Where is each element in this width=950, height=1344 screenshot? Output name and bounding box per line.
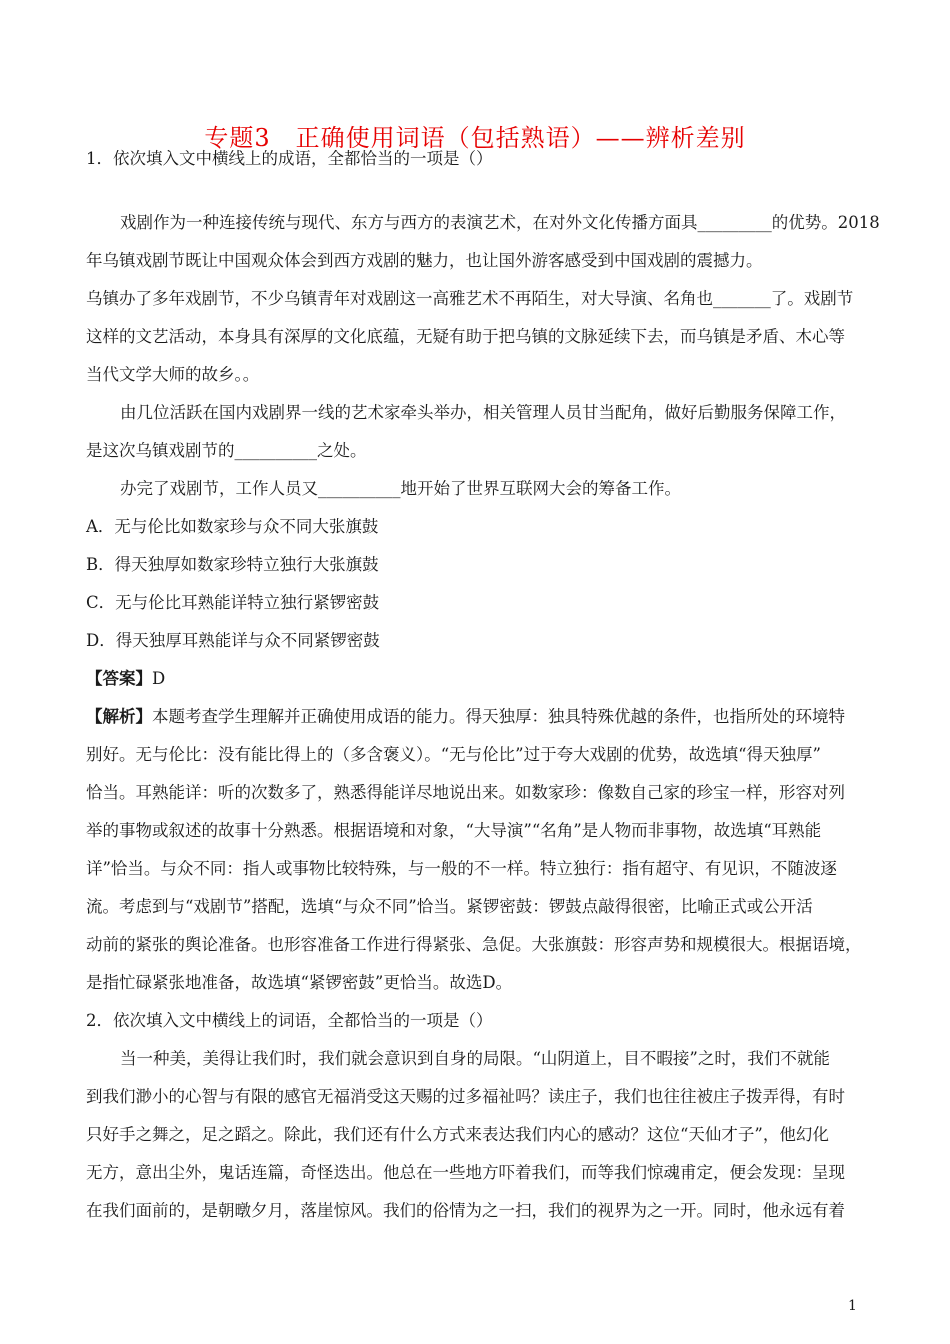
option-b: B．得天独厚如数家珍特立独行大张旗鼓 <box>86 555 379 574</box>
analysis-line: 动前的紧张的舆论准备。也形容准备工作进行得紧张、急促。大张旗鼓：形容声势和规模很大。根据语境， <box>86 935 862 954</box>
q1-passage-line: 由几位活跃在国内戏剧界一线的艺术家牵头举办，相关管理人员甘当配角，做好后勤服务保障工作， <box>120 403 846 422</box>
q1-passage-line: 办完了戏剧节，工作人员又__________地开始了世界互联网大会的筹备工作。 <box>120 479 681 498</box>
analysis-line: 恰当。耳熟能详：听的次数多了，熟悉得能详尽地说出来。如数家珍：像数自己家的珍宝一样，形容对列 <box>86 783 845 802</box>
answer-tag: 【答案】 <box>86 669 152 688</box>
page-number: 1 <box>848 1298 857 1314</box>
q1-passage-line: 这样的文艺活动，本身具有深厚的文化底蕴，无疑有助于把乌镇的文脉延续下去，而乌镇是矛盾、木心等 <box>86 327 845 346</box>
q2-passage-line: 在我们面前的，是朝暾夕月，落崖惊风。我们的俗情为之一扫，我们的视界为之一开。同时，他永远有着 <box>86 1201 845 1220</box>
analysis-text: 本题考查学生理解并正确使用成语的能力。得天独厚：独具特殊优越的条件，也指所处的环境特 <box>152 707 845 726</box>
answer-value: D <box>152 669 166 688</box>
q1-passage-line: 乌镇办了多年戏剧节，不少乌镇青年对戏剧这一高雅艺术不再陌生，对大导演、名角也_______了。戏剧节 <box>86 289 854 308</box>
q1-passage-line: 当代文学大师的故乡。。 <box>86 365 260 384</box>
q2-passage-line: 当一种美，美得让我们时，我们就会意识到自身的局限。“山阴道上，目不暇接”之时，我们不就能 <box>120 1049 830 1068</box>
analysis-line: 详”恰当。与众不同：指人或事物比较特殊，与一般的不一样。特立独行：指有超守、有见识，不随波逐 <box>86 859 837 878</box>
analysis-line: 别好。无与伦比：没有能比得上的（多含褒义）。“无与伦比”过于夸大戏剧的优势，故选填“得天独厚” <box>86 745 821 764</box>
option-c: C．无与伦比耳熟能详特立独行紧锣密鼓 <box>86 593 380 612</box>
q2-passage-line: 到我们渺小的心智与有限的感官无福消受这天赐的过多福祉吗？读庄子，我们也往往被庄子拨弄得，有时 <box>86 1087 845 1106</box>
q1-passage-line: 戏剧作为一种连接传统与现代、东方与西方的表演艺术，在对外文化传播方面具_________的优势。2018 <box>120 213 880 232</box>
q2-passage-line: 只好手之舞之，足之蹈之。除此，我们还有什么方式来表达我们内心的感动？这位“天仙才子”，他幻化 <box>86 1125 829 1144</box>
analysis-line <box>86 706 845 728</box>
option-d: D．得天独厚耳熟能详与众不同紧锣密鼓 <box>86 631 380 650</box>
analysis-line: 是指忙碌紧张地准备，故选填“紧锣密鼓”更恰当。故选D。 <box>86 973 513 992</box>
q2-passage-line: 无方，意出尘外，鬼话连篇，奇怪迭出。他总在一些地方吓着我们，而等我们惊魂甫定，便会发现：呈现 <box>86 1163 845 1182</box>
answer-line <box>86 668 165 690</box>
question-2-stem: 2．依次填入文中横线上的词语，全都恰当的一项是（） <box>86 1011 493 1030</box>
q1-passage-line: 年乌镇戏剧节既让中国观众体会到西方戏剧的魅力，也让国外游客感受到中国戏剧的震撼力。 <box>86 251 763 270</box>
analysis-tag: 【解析】 <box>86 707 152 726</box>
option-a: A．无与伦比如数家珍与众不同大张旗鼓 <box>86 517 379 536</box>
analysis-line: 举的事物或叙述的故事十分熟悉。根据语境和对象，“大导演”“名角”是人物而非事物，故选填“耳熟能 <box>86 821 822 840</box>
question-1-stem: 1．依次填入文中横线上的成语，全都恰当的一项是（） <box>86 149 493 168</box>
q1-passage-line: 是这次乌镇戏剧节的__________之处。 <box>86 441 367 460</box>
analysis-line: 流。考虑到与“戏剧节”搭配，选填“与众不同”恰当。紧锣密鼓：锣鼓点敲得很密，比喻正式或公开活 <box>86 897 813 916</box>
page-title: 专题3 正确使用词语（包括熟语）——辨析差别 <box>204 124 746 152</box>
